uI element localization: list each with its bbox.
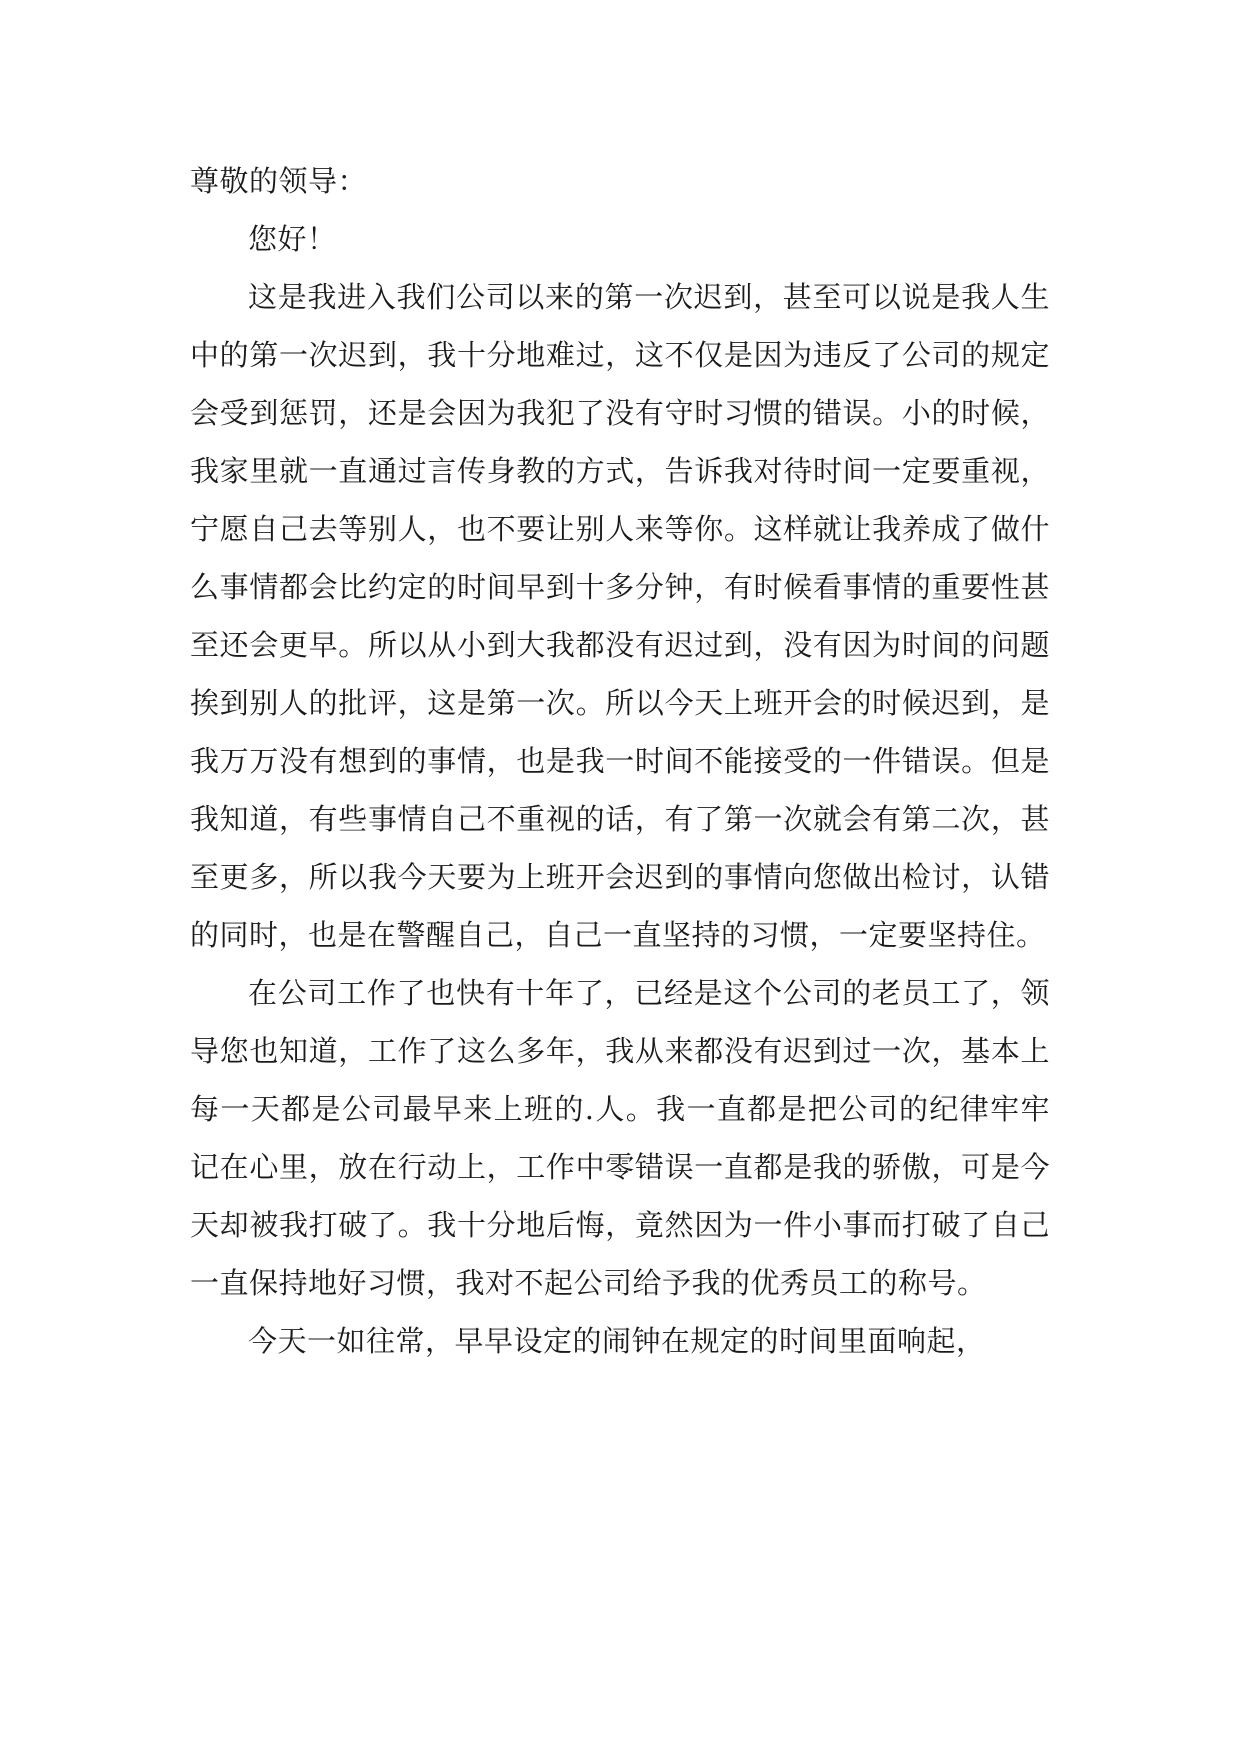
paragraph-2: 在公司工作了也快有十年了，已经是这个公司的老员工了，领导您也知道，工作了这么多年，我从来都没有迟到过一次，基本上每一天都是公司最早来上班的.人。我一直都是把公司的纪律牢牢记在心里，放在行动上，工作中零错误一直都是我的骄傲，可是今天却被我打破了。我十分地后悔，竟然因为一件小事而打破了自己一直保持地好习惯，我对不起公司给予我的优秀员工的称号。 [190,976,1050,1300]
paragraph-1: 这是我进入我们公司以来的第一次迟到，甚至可以说是我人生中的第一次迟到，我十分地难过，这不仅是因为违反了公司的规定会受到惩罚，还是会因为我犯了没有守时习惯的错误。小的时候，我家里就一直通过言传身教的方式，告诉我对待时间一定要重视，宁愿自己去等别人，也不要让别人来等你。这样就让我养成了做什么事情都会比约定的时间早到十多分钟，有时候看事情的重要性甚至还会更早。所以从小到大我都没有迟过到，没有因为时间的问题挨到别人的批评，这是第一次。所以今天上班开会的时候迟到，是我万万没有想到的事情，也是我一时间不能接受的一件错误。但是我知道，有些事情自己不重视的话，有了第一次就会有第二次，甚至更多，所以我今天要为上班开会迟到的事情向您做出检讨，认错的同时，也是在警醒自己，自己一直坚持的习惯，一定要坚持住。 [190,280,1050,952]
letter-body [190,152,1050,1370]
salutation: 尊敬的领导： [190,164,368,198]
greeting: 您好！ [248,222,337,256]
paragraph-3: 今天一如往常，早早设定的闹钟在规定的时间里面响起， [248,1324,986,1358]
